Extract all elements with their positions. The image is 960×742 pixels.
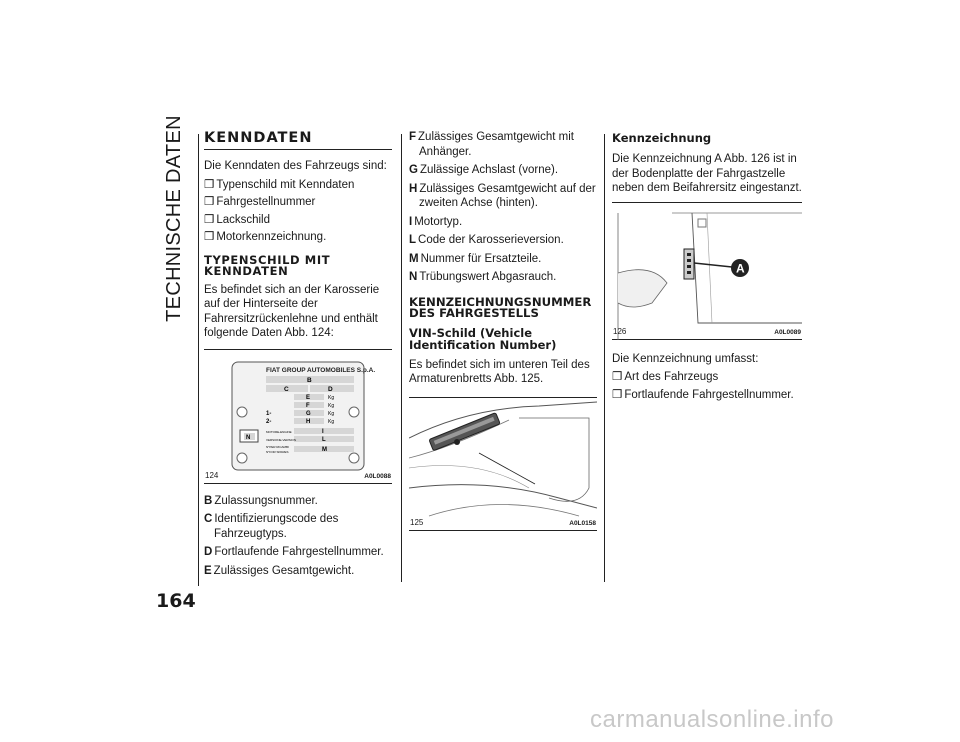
svg-text:VERSIONE-VERSION: VERSIONE-VERSION bbox=[266, 437, 297, 442]
section-heading: Kennzeichnung bbox=[612, 131, 712, 145]
id-plate-illustration bbox=[204, 350, 392, 484]
svg-text:E: E bbox=[306, 394, 311, 401]
margin-rule bbox=[198, 134, 199, 586]
figure-number: 125 bbox=[410, 517, 424, 527]
column-divider bbox=[604, 134, 605, 582]
svg-text:C: C bbox=[284, 385, 289, 393]
definition-item: D Fortlaufende Fahrgestellnummer. bbox=[204, 546, 384, 558]
list-item: ❒ Fortlaufende Fahrgestellnummer. bbox=[612, 388, 794, 401]
svg-text:Kg: Kg bbox=[328, 402, 335, 409]
section-heading: KENNZEICHNUNGSNUMMER DES FAHRGESTELLS bbox=[409, 294, 592, 320]
list-item: ❒ Fahrgestellnummer bbox=[204, 196, 316, 208]
svg-text:MOTORE-ENGINE: MOTORE-ENGINE bbox=[266, 429, 292, 434]
page-number: 164 bbox=[156, 590, 196, 612]
list-item: ❒ Lackschild bbox=[204, 213, 271, 226]
svg-text:N°FOR SPARES: N°FOR SPARES bbox=[266, 449, 289, 454]
definition-item: B Zulassungsnummer. bbox=[204, 494, 318, 507]
svg-text:L: L bbox=[322, 436, 326, 443]
figure-126 bbox=[612, 202, 802, 340]
list-item: ❒ Art des Fahrzeugs bbox=[612, 371, 719, 383]
checkbox-bullet-icon: ❒ bbox=[612, 371, 623, 383]
checkbox-bullet-icon: ❒ bbox=[204, 196, 215, 208]
definition-item: G Zulässige Achslast (vorne). bbox=[409, 164, 559, 176]
svg-text:D: D bbox=[328, 385, 333, 393]
svg-text:F: F bbox=[306, 402, 310, 409]
svg-text:G: G bbox=[306, 410, 311, 417]
figure-125 bbox=[409, 397, 597, 531]
svg-text:I: I bbox=[322, 428, 324, 435]
intro-text: Die Kenndaten des Fahrzeugs sind: bbox=[204, 160, 387, 172]
definition-item: I Motortyp. bbox=[409, 215, 463, 228]
list-item: ❒ Motorkennzeichnung. bbox=[204, 231, 327, 243]
watermark: carmanualsonline.info bbox=[590, 706, 834, 733]
definition-item: F Zulässiges Gesamtgewicht mit Anhänger. bbox=[409, 131, 574, 158]
vin-plate-illustration bbox=[409, 398, 597, 531]
body-text: Es befindet sich im unteren Teil des Armaturenbretts Abb. 125. bbox=[409, 358, 590, 385]
checkbox-bullet-icon: ❒ bbox=[612, 388, 623, 401]
floor-marking-illustration bbox=[612, 203, 802, 340]
figure-code: A0L0089 bbox=[774, 328, 801, 336]
svg-text:Kg: Kg bbox=[328, 410, 335, 417]
figure-number: 126 bbox=[613, 326, 627, 336]
subsection-heading: TYPENSCHILD MIT KENNDATEN bbox=[204, 252, 331, 278]
intro-text: Die Kennzeichnung umfasst: bbox=[612, 352, 759, 365]
definition-item: E Zulässiges Gesamtgewicht. bbox=[204, 564, 355, 577]
checkbox-bullet-icon: ❒ bbox=[204, 178, 215, 191]
column-3 bbox=[612, 130, 802, 405]
svg-text:N: N bbox=[246, 434, 251, 441]
checkbox-bullet-icon: ❒ bbox=[204, 231, 215, 243]
definition-item: C Identifizierungscode des Fahrzeugtyps. bbox=[204, 513, 339, 540]
figure-number: 124 bbox=[205, 470, 219, 480]
section-title-vertical bbox=[150, 114, 198, 322]
body-text: Es befindet sich an der Karosserie auf der Hinterseite der Fahrersitzrückenlehne und enthält folgende Daten Abb. 124: bbox=[204, 283, 380, 339]
svg-text:B: B bbox=[307, 376, 312, 384]
svg-text:Kg: Kg bbox=[328, 418, 335, 425]
subsection-heading: VIN-Schild (Vehicle Identification Number) bbox=[409, 325, 557, 352]
section-title-text: TECHNISCHE DATEN bbox=[162, 114, 185, 322]
svg-text:1-: 1- bbox=[266, 410, 272, 417]
svg-text:A: A bbox=[736, 261, 745, 275]
svg-text:H: H bbox=[306, 418, 311, 425]
figure-124 bbox=[204, 349, 392, 484]
svg-text:FIAT GROUP AUTOMOBILES S.p.A.: FIAT GROUP AUTOMOBILES S.p.A. bbox=[266, 366, 376, 374]
svg-text:Kg: Kg bbox=[328, 394, 335, 401]
section-heading: KENNDATEN bbox=[204, 130, 392, 150]
column-divider bbox=[401, 134, 402, 582]
definition-item: M Nummer für Ersatzteile. bbox=[409, 252, 542, 265]
definition-item: L Code der Karosserieversion. bbox=[409, 234, 564, 246]
column-2 bbox=[409, 130, 597, 541]
svg-text:2-: 2- bbox=[266, 418, 272, 425]
checkbox-bullet-icon: ❒ bbox=[204, 213, 215, 226]
list-item: ❒ Typenschild mit Kenndaten bbox=[204, 178, 355, 191]
figure-code: A0L0158 bbox=[569, 519, 596, 527]
svg-text:M: M bbox=[322, 446, 327, 453]
body-text: Die Kennzeichnung A Abb. 126 ist in der Bodenplatte der Fahrgastzelle neben dem Beifahrersitz eingestanzt. bbox=[612, 153, 802, 194]
definition-item: H Zulässiges Gesamtgewicht auf der zweiten Achse (hinten). bbox=[409, 182, 596, 209]
figure-code: A0L0088 bbox=[364, 472, 391, 480]
definition-item: N Trübungswert Abgasrauch. bbox=[409, 271, 557, 283]
column-1 bbox=[204, 130, 392, 582]
svg-text:N°PER RICAMBI: N°PER RICAMBI bbox=[266, 444, 289, 449]
